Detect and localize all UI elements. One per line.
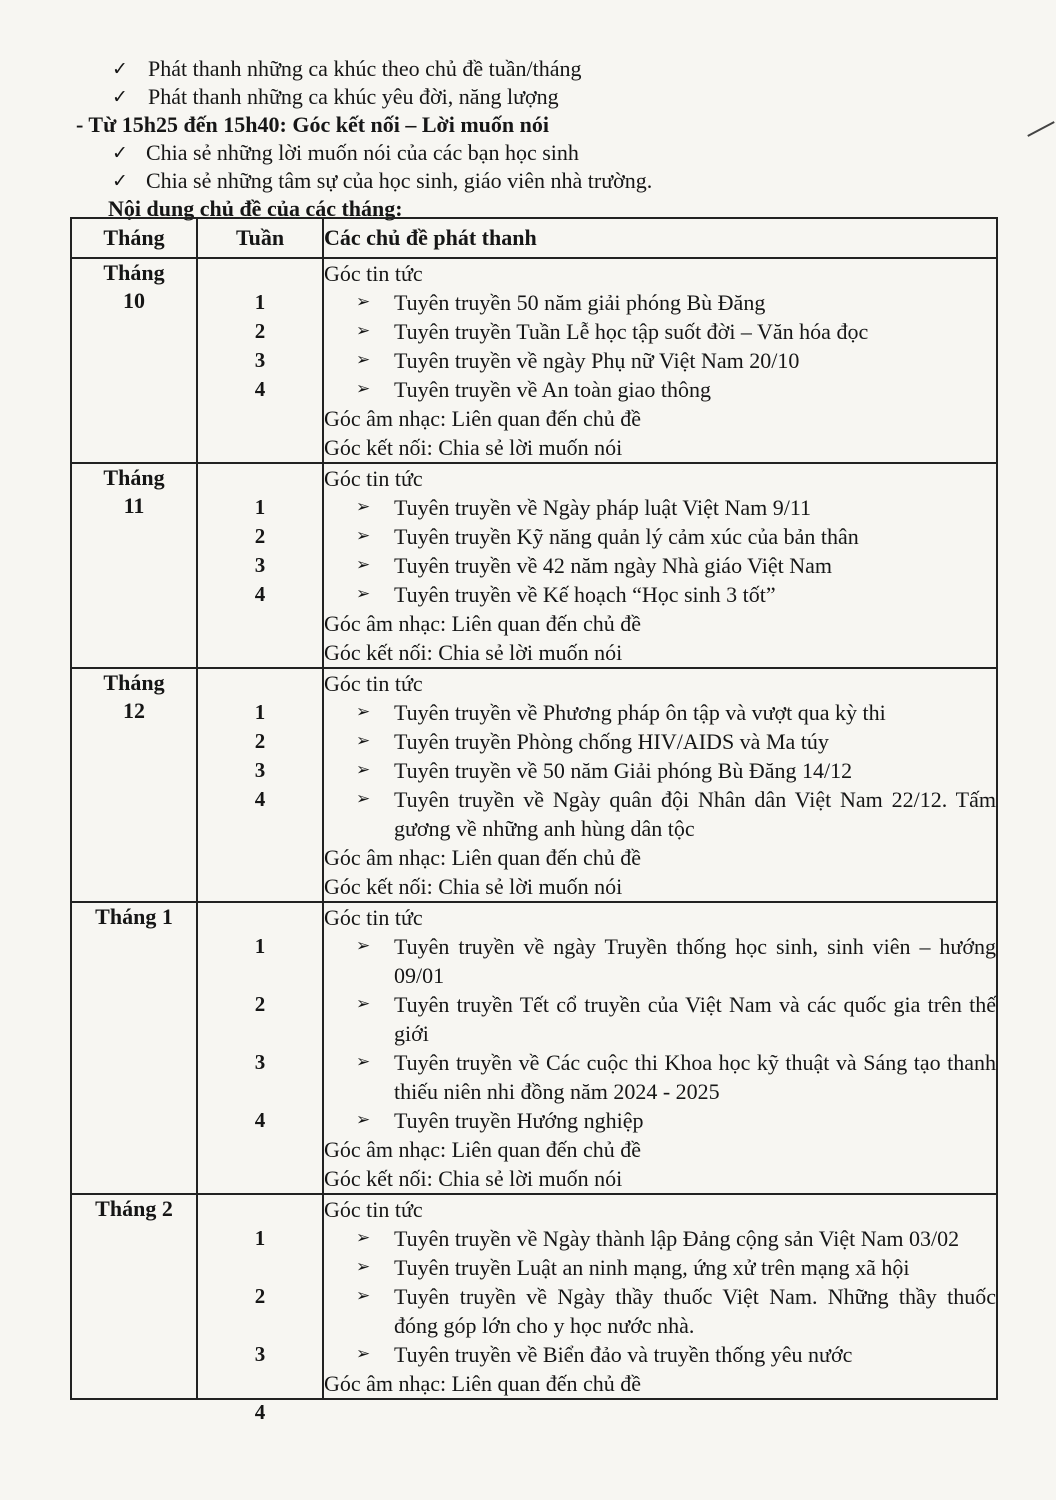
- topic-item: ➢ Tuyên truyền về Kế hoạch “Học sinh 3 tốt”: [356, 582, 776, 607]
- intro-check-item: Chia sẻ những lời muốn nói của các bạn học sinh: [146, 140, 579, 165]
- music-corner-label: Góc âm nhạc: Liên quan đến chủ đề: [324, 1371, 642, 1396]
- week-number: 4: [254, 1400, 266, 1424]
- topic-item: ➢ Tuyên truyền về An toàn giao thông: [356, 377, 711, 402]
- checkmark-icon: ✓: [112, 58, 128, 80]
- month-number: 10: [123, 288, 145, 313]
- section-title: Nội dung chủ đề của các tháng:: [108, 196, 403, 221]
- week-number: 4: [254, 1108, 266, 1132]
- topic-item: ➢ Tuyên truyền về Ngày thầy thuốc Việt Nam. Những thầy thuốc đóng góp lớn cho y học nước nhà.: [356, 1284, 996, 1338]
- topics-cell: [323, 258, 997, 463]
- arrow-bullet-icon: ➢: [356, 292, 371, 312]
- month-cell: [71, 902, 197, 1194]
- news-corner-label: Góc tin tức: [324, 905, 423, 930]
- arrow-bullet-icon: ➢: [356, 321, 371, 341]
- month-label: Tháng: [103, 465, 165, 490]
- topic-item: ➢ Tuyên truyền về Các cuộc thi Khoa học kỹ thuật và Sáng tạo thanh thiếu niên nhi đồng năm 2024 - 2025: [356, 1050, 996, 1104]
- week-cell: [197, 668, 323, 902]
- topic-item: ➢ Tuyên truyền Hướng nghiệp: [356, 1108, 644, 1133]
- arrow-bullet-icon: ➢: [356, 731, 371, 751]
- week-number: 1: [254, 700, 266, 724]
- connect-corner-label: Góc kết nối: Chia sẻ lời muốn nói: [324, 874, 623, 899]
- topic-item: ➢ Tuyên truyền về Ngày thành lập Đảng cộng sản Việt Nam 03/02: [356, 1226, 960, 1251]
- segment-heading: - Từ 15h25 đến 15h40: Góc kết nối – Lời muốn nói: [76, 112, 549, 137]
- checkmark-icon: ✓: [112, 170, 128, 192]
- month-cell: [71, 668, 197, 902]
- week-number: 2: [254, 319, 266, 343]
- week-number: 1: [254, 290, 266, 314]
- week-number: 3: [254, 758, 266, 782]
- topic-item: ➢ Tuyên truyền Kỹ năng quản lý cảm xúc của bản thân: [356, 524, 859, 549]
- news-corner-label: Góc tin tức: [324, 1197, 423, 1222]
- intro-check-item: Phát thanh những ca khúc yêu đời, năng lượng: [148, 84, 559, 109]
- topic-item: ➢ Tuyên truyền về Ngày quân đội Nhân dân Việt Nam 22/12. Tấm gương về những anh hùng dân tộc: [356, 787, 996, 841]
- topic-item: ➢ Tuyên truyền về ngày Phụ nữ Việt Nam 20/10: [356, 348, 800, 373]
- topics-cell: [323, 1194, 997, 1399]
- intro-check-item: Phát thanh những ca khúc theo chủ đề tuần/tháng: [148, 56, 582, 81]
- news-corner-label: Góc tin tức: [324, 466, 423, 491]
- topics-cell: [323, 668, 997, 902]
- topic-item: ➢ Tuyên truyền về 50 năm Giải phóng Bù Đăng 14/12: [356, 758, 853, 783]
- topic-item: ➢ Tuyên truyền Phòng chống HIV/AIDS và Ma túy: [356, 729, 829, 754]
- table-row: [71, 258, 997, 463]
- week-number: 3: [254, 348, 266, 372]
- topic-item: ➢ Tuyên truyền 50 năm giải phóng Bù Đăng: [356, 290, 766, 315]
- month-label: Tháng 1: [95, 904, 173, 929]
- week-cell: [197, 902, 323, 1194]
- week-number: 2: [254, 524, 266, 548]
- arrow-bullet-icon: ➢: [356, 526, 371, 546]
- music-corner-label: Góc âm nhạc: Liên quan đến chủ đề: [324, 1137, 642, 1162]
- month-number: 12: [123, 698, 145, 723]
- arrow-bullet-icon: ➢: [356, 760, 371, 780]
- week-cell: [197, 463, 323, 668]
- table-row: [71, 668, 997, 902]
- month-label: Tháng 2: [95, 1196, 173, 1221]
- topic-item: ➢ Tuyên truyền về Biển đảo và truyền thống yêu nước: [356, 1342, 853, 1367]
- week-number: 3: [254, 1050, 266, 1074]
- table-row: [71, 1194, 997, 1399]
- week-cell: [197, 258, 323, 463]
- week-number: 1: [254, 495, 266, 519]
- month-cell: [71, 1194, 197, 1399]
- week-number: 2: [254, 729, 266, 753]
- music-corner-label: Góc âm nhạc: Liên quan đến chủ đề: [324, 406, 642, 431]
- week-number: 4: [254, 582, 266, 606]
- month-cell: [71, 258, 197, 463]
- week-number: 1: [254, 934, 266, 958]
- header-week: Tuần: [197, 218, 323, 258]
- arrow-bullet-icon: ➢: [356, 789, 371, 809]
- schedule-table: [70, 217, 998, 1424]
- arrow-bullet-icon: ➢: [356, 1052, 371, 1072]
- checkmark-icon: ✓: [112, 86, 128, 108]
- month-cell: [71, 463, 197, 668]
- week-number: 1: [254, 1226, 266, 1250]
- topic-item: ➢ Tuyên truyền Tết cổ truyền của Việt Nam và các quốc gia trên thế giới: [356, 992, 996, 1046]
- music-corner-label: Góc âm nhạc: Liên quan đến chủ đề: [324, 845, 642, 870]
- checkmark-icon: ✓: [112, 142, 128, 164]
- week-cell: [197, 1194, 323, 1424]
- week-number: 3: [254, 1342, 266, 1366]
- news-corner-label: Góc tin tức: [324, 671, 423, 696]
- connect-corner-label: Góc kết nối: Chia sẻ lời muốn nói: [324, 435, 623, 460]
- arrow-bullet-icon: ➢: [356, 1110, 371, 1130]
- month-number: 11: [123, 493, 145, 518]
- week-number: 4: [254, 787, 266, 811]
- week-number: 3: [254, 553, 266, 577]
- table-row: [71, 902, 997, 1194]
- arrow-bullet-icon: ➢: [356, 1344, 371, 1364]
- month-label: Tháng: [103, 260, 165, 285]
- month-label: Tháng: [103, 670, 165, 695]
- week-number: 4: [254, 377, 266, 401]
- arrow-bullet-icon: ➢: [356, 555, 371, 575]
- arrow-bullet-icon: ➢: [356, 1286, 371, 1306]
- intro-check-item: Chia sẻ những tâm sự của học sinh, giáo viên nhà trường.: [146, 168, 653, 193]
- topic-item: ➢ Tuyên truyền Luật an ninh mạng, ứng xử trên mạng xã hội: [356, 1255, 910, 1280]
- arrow-bullet-icon: ➢: [356, 379, 371, 399]
- table-header-row: [71, 218, 997, 258]
- table-row: [71, 463, 997, 668]
- week-number: 2: [254, 1284, 266, 1308]
- topic-item: ➢ Tuyên truyền về ngày Truyền thống học sinh, sinh viên – hướng 09/01: [356, 934, 996, 988]
- topics-cell: [323, 463, 997, 668]
- music-corner-label: Góc âm nhạc: Liên quan đến chủ đề: [324, 611, 642, 636]
- news-corner-label: Góc tin tức: [324, 261, 423, 286]
- topic-item: ➢ Tuyên truyền về Phương pháp ôn tập và vượt qua kỳ thi: [356, 700, 886, 725]
- header-month: Tháng: [71, 218, 197, 258]
- connect-corner-label: Góc kết nối: Chia sẻ lời muốn nói: [324, 1166, 623, 1191]
- connect-corner-label: Góc kết nối: Chia sẻ lời muốn nói: [324, 640, 623, 665]
- arrow-bullet-icon: ➢: [356, 350, 371, 370]
- header-topics: Các chủ đề phát thanh: [323, 218, 997, 258]
- arrow-bullet-icon: ➢: [356, 584, 371, 604]
- scan-mark: [1027, 121, 1054, 137]
- topic-item: ➢ Tuyên truyền Tuần Lễ học tập suốt đời – Văn hóa đọc: [356, 319, 869, 344]
- arrow-bullet-icon: ➢: [356, 1228, 371, 1248]
- arrow-bullet-icon: ➢: [356, 936, 371, 956]
- topic-item: ➢ Tuyên truyền về 42 năm ngày Nhà giáo Việt Nam: [356, 553, 832, 578]
- arrow-bullet-icon: ➢: [356, 702, 371, 722]
- arrow-bullet-icon: ➢: [356, 1257, 371, 1277]
- topic-item: ➢ Tuyên truyền về Ngày pháp luật Việt Nam 9/11: [356, 495, 812, 520]
- arrow-bullet-icon: ➢: [356, 497, 371, 517]
- arrow-bullet-icon: ➢: [356, 994, 371, 1014]
- topics-cell: [323, 902, 997, 1194]
- week-number: 2: [254, 992, 266, 1016]
